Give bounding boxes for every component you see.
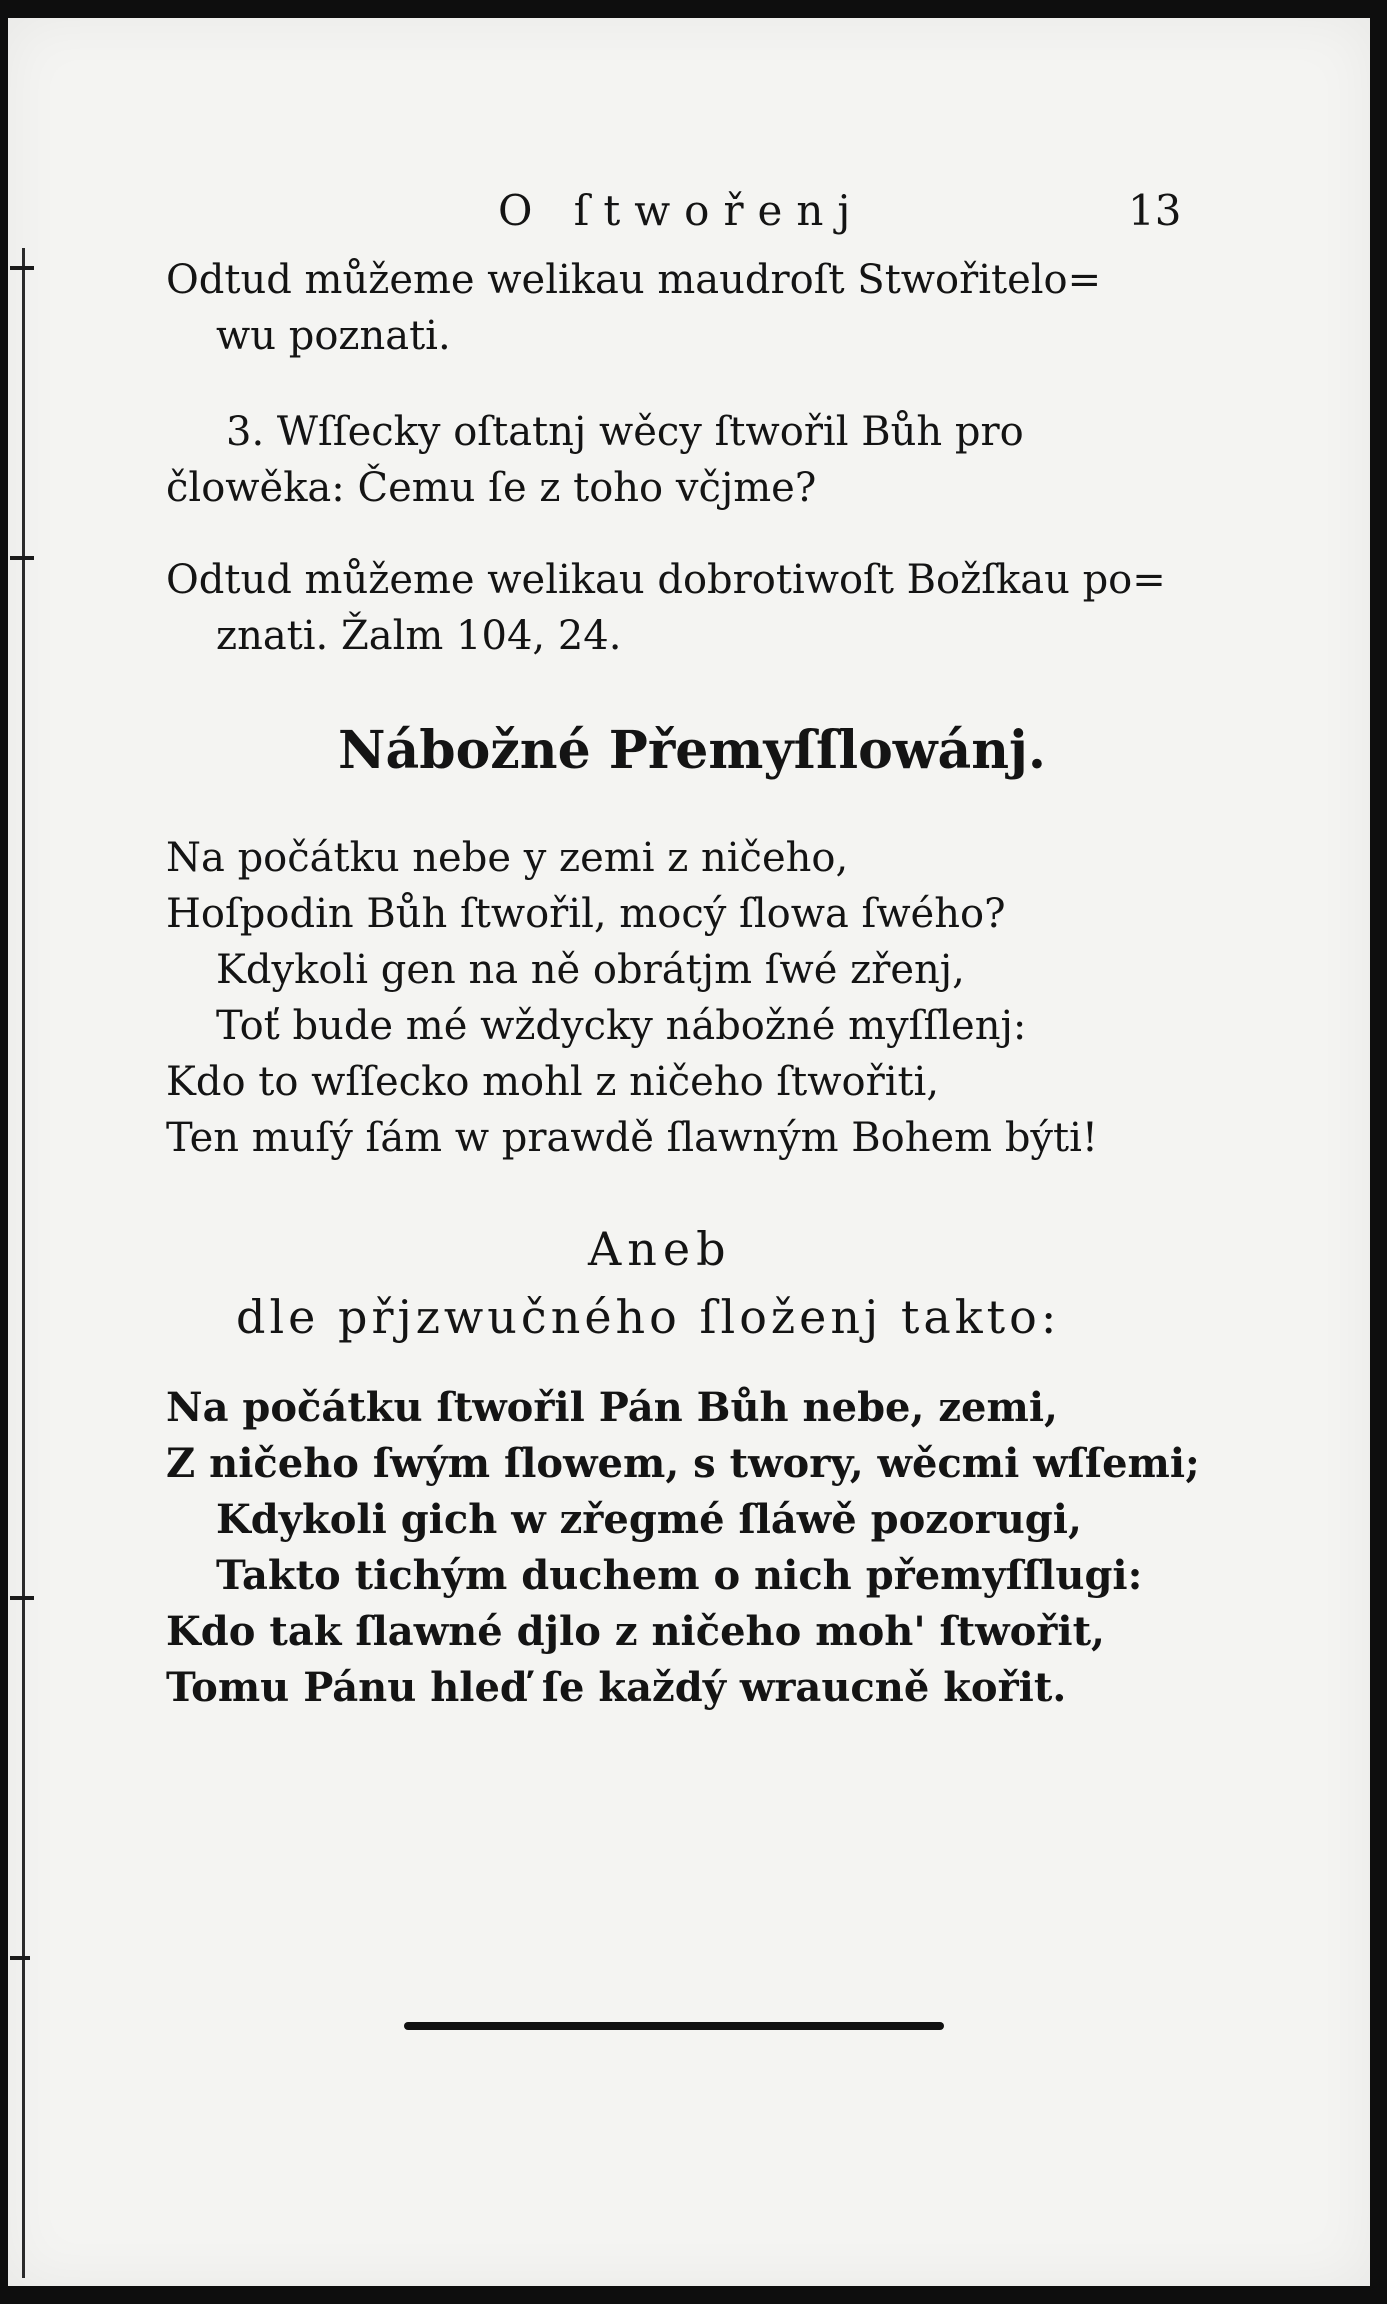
poem-line: Z ničeho ſwým ſlowem, s twory, wěcmi wſſemi; xyxy=(166,1440,1200,1487)
alternative-heading-subtitle: dle přjzwučného ſloženj takto: xyxy=(236,1290,1061,1344)
paragraph-line: 3. Wſſecky oſtatnj wěcy ſtwořil Bůh pro xyxy=(226,409,1024,455)
poem-line: Na počátku nebe y zemi z ničeho, xyxy=(166,835,849,881)
paragraph-line: člowěka: Čemu ſe z toho včjme? xyxy=(166,465,817,511)
poem-line: Kdykoli gich w zřegmé ſláwě pozorugi, xyxy=(216,1496,1082,1543)
paragraph-line: wu poznati. xyxy=(216,313,451,359)
poem-line: Tomu Pánu hleď ſe každý wraucně kořit. xyxy=(166,1664,1067,1711)
paragraph-line: znati. Žalm 104, 24. xyxy=(216,613,622,659)
poem-line: Ten muſý ſám w prawdě ſlawným Bohem býti! xyxy=(166,1115,1098,1161)
book-page xyxy=(8,18,1370,2286)
end-rule xyxy=(404,2022,944,2030)
running-title: O ſtwořenj xyxy=(498,186,865,235)
alternative-heading: Aneb xyxy=(588,1222,732,1276)
section-heading: Nábožné Přemyſſlowánj. xyxy=(338,720,1046,781)
poem-line: Kdykoli gen na ně obrátjm ſwé zřenj, xyxy=(216,947,965,993)
poem-line: Kdo tak ſlawné djlo z ničeho moh' ſtwořit, xyxy=(166,1608,1105,1655)
page-content xyxy=(8,18,1370,2286)
poem-line: Toť bude mé wždycky nábožné myſſlenj: xyxy=(216,1003,1027,1049)
poem-line: Kdo to wſſecko mohl z ničeho ſtwořiti, xyxy=(166,1059,940,1105)
paragraph-line: Odtud můžeme welikau dobrotiwoſt Božſkau po= xyxy=(166,557,1166,603)
paragraph-line: Odtud můžeme welikau maudroſt Stwořitelo= xyxy=(166,257,1102,303)
poem-line: Na počátku ſtwořil Pán Bůh nebe, zemi, xyxy=(166,1384,1058,1431)
page-number: 13 xyxy=(1128,186,1182,235)
poem-line: Takto tichým duchem o nich přemyſſlugi: xyxy=(216,1552,1143,1599)
poem-line: Hoſpodin Bůh ſtwořil, mocý ſlowa ſwého? xyxy=(166,891,1006,937)
